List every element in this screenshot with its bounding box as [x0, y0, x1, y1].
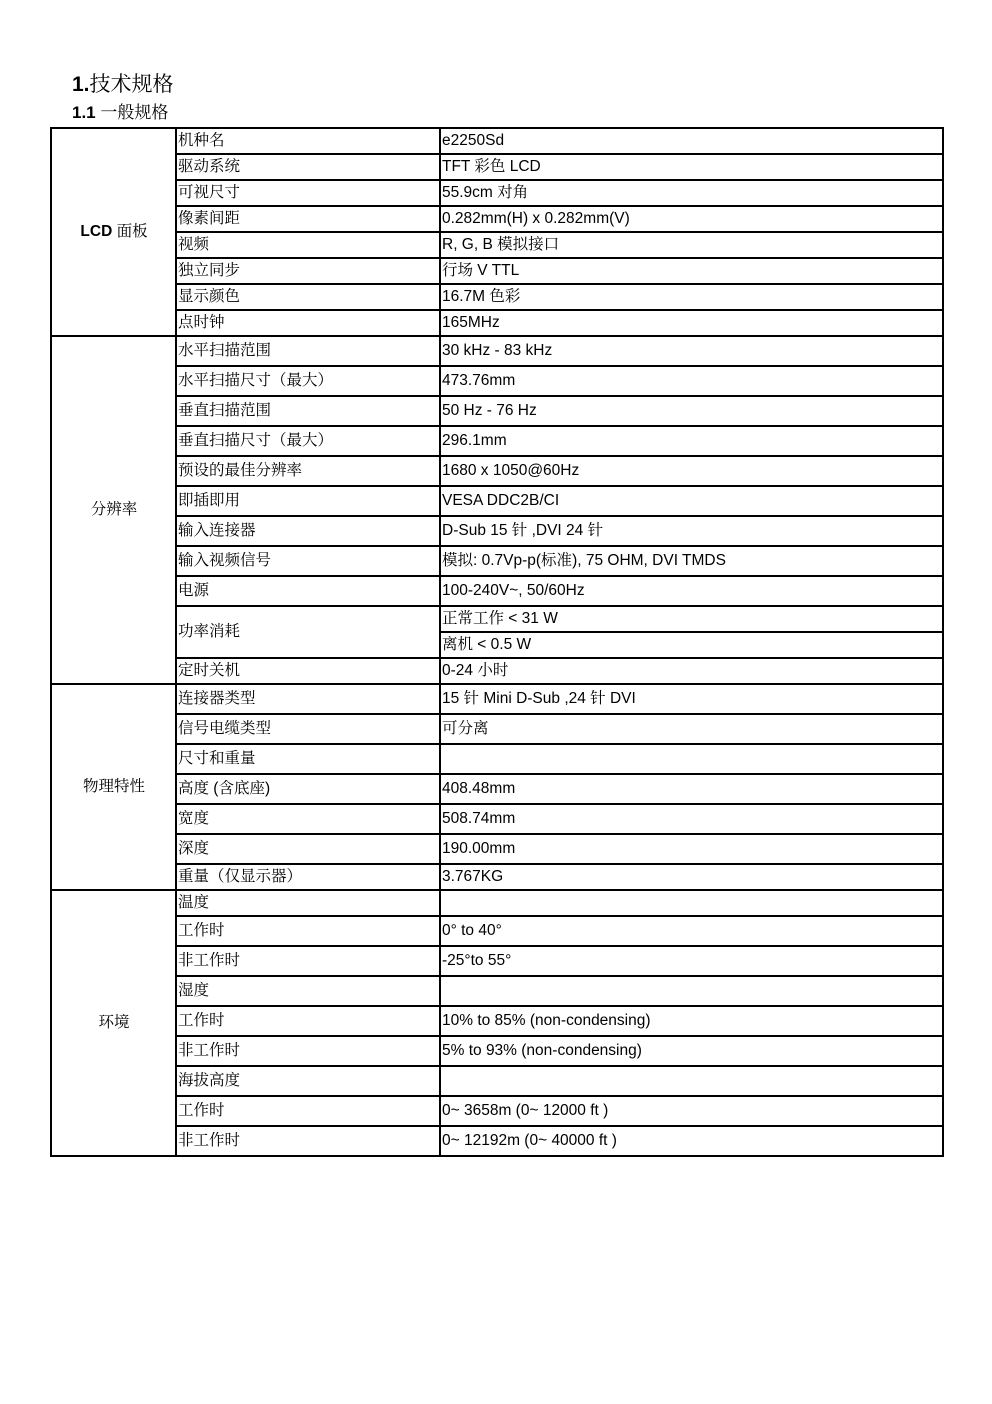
table-row [51, 916, 943, 946]
table-row [51, 486, 943, 516]
spec-label: 海拔高度 [176, 1066, 440, 1096]
spec-value: 30 kHz - 83 kHz [440, 336, 943, 366]
spec-label: 连接器类型 [176, 684, 440, 714]
spec-label: 独立同步 [176, 258, 440, 284]
spec-value: 1680 x 1050@60Hz [440, 456, 943, 486]
table-row [51, 1066, 943, 1096]
table-row [51, 834, 943, 864]
spec-label: 高度 (含底座) [176, 774, 440, 804]
spec-label: 工作时 [176, 916, 440, 946]
section-title: 技术规格 [89, 73, 174, 96]
spec-value: -25°to 55° [440, 946, 943, 976]
spec-value: R, G, B 模拟接口 [440, 232, 943, 258]
spec-value: 3.767KG [440, 864, 943, 890]
table-row [51, 606, 943, 632]
table-row [51, 284, 943, 310]
category-environment: 环境 [51, 890, 176, 1156]
spec-label: 宽度 [176, 804, 440, 834]
spec-value: 可分离 [440, 714, 943, 744]
spec-value: 10% to 85% (non-condensing) [440, 1006, 943, 1036]
spec-value: 0.282mm(H) x 0.282mm(V) [440, 206, 943, 232]
spec-value: 508.74mm [440, 804, 943, 834]
table-row [51, 310, 943, 336]
table-row [51, 426, 943, 456]
table-row [51, 946, 943, 976]
table-row [51, 890, 943, 916]
spec-label: 非工作时 [176, 1126, 440, 1156]
spec-value: 15 针 Mini D-Sub ,24 针 DVI [440, 684, 943, 714]
spec-value: 296.1mm [440, 426, 943, 456]
spec-value: 0-24 小时 [440, 658, 943, 684]
spec-label: 重量（仅显示器） [176, 864, 440, 890]
spec-value [440, 744, 943, 774]
table-row [51, 976, 943, 1006]
table-row [51, 154, 943, 180]
spec-value: 16.7M 色彩 [440, 284, 943, 310]
category-resolution: 分辨率 [51, 336, 176, 684]
spec-label: 非工作时 [176, 1036, 440, 1066]
table-row [51, 1126, 943, 1156]
spec-label: 驱动系统 [176, 154, 440, 180]
table-row [51, 128, 943, 154]
spec-label: 垂直扫描范围 [176, 396, 440, 426]
table-row [51, 180, 943, 206]
table-row [51, 232, 943, 258]
table-row [51, 774, 943, 804]
spec-value: 0° to 40° [440, 916, 943, 946]
spec-label: 深度 [176, 834, 440, 864]
spec-value: 0~ 3658m (0~ 12000 ft ) [440, 1096, 943, 1126]
spec-value: 100-240V~, 50/60Hz [440, 576, 943, 606]
spec-table [50, 127, 944, 1157]
spec-value: 50 Hz - 76 Hz [440, 396, 943, 426]
spec-value: D-Sub 15 针 ,DVI 24 针 [440, 516, 943, 546]
section-number: 1. [72, 73, 90, 96]
table-row [51, 684, 943, 714]
spec-value: 165MHz [440, 310, 943, 336]
spec-value: 0~ 12192m (0~ 40000 ft ) [440, 1126, 943, 1156]
table-row [51, 546, 943, 576]
spec-label: 输入视频信号 [176, 546, 440, 576]
spec-label: 电源 [176, 576, 440, 606]
subsection-title: 一般规格 [95, 103, 169, 122]
category-lcd-panel: LCD 面板 [51, 128, 176, 336]
spec-label: 视频 [176, 232, 440, 258]
spec-label: 即插即用 [176, 486, 440, 516]
spec-value [440, 890, 943, 916]
spec-value: 5% to 93% (non-condensing) [440, 1036, 943, 1066]
spec-label: 输入连接器 [176, 516, 440, 546]
table-row [51, 744, 943, 774]
spec-label: 水平扫描范围 [176, 336, 440, 366]
table-row [51, 336, 943, 366]
spec-label: 尺寸和重量 [176, 744, 440, 774]
spec-label: 信号电缆类型 [176, 714, 440, 744]
table-row [51, 1006, 943, 1036]
spec-label: 点时钟 [176, 310, 440, 336]
spec-value: 离机 < 0.5 W [440, 632, 943, 658]
spec-label: 非工作时 [176, 946, 440, 976]
table-row [51, 714, 943, 744]
table-row [51, 864, 943, 890]
section-heading [72, 72, 174, 98]
spec-label: 可视尺寸 [176, 180, 440, 206]
spec-label: 温度 [176, 890, 440, 916]
spec-label: 像素间距 [176, 206, 440, 232]
table-row [51, 366, 943, 396]
spec-label: 湿度 [176, 976, 440, 1006]
spec-value: 行场 V TTL [440, 258, 943, 284]
table-row [51, 206, 943, 232]
spec-value: 190.00mm [440, 834, 943, 864]
spec-label: 工作时 [176, 1006, 440, 1036]
spec-value [440, 976, 943, 1006]
table-row [51, 804, 943, 834]
table-row [51, 1036, 943, 1066]
spec-value: 473.76mm [440, 366, 943, 396]
subsection-number: 1.1 [72, 103, 96, 122]
table-row [51, 576, 943, 606]
spec-value: VESA DDC2B/CI [440, 486, 943, 516]
spec-label: 机种名 [176, 128, 440, 154]
spec-value: 55.9cm 对角 [440, 180, 943, 206]
table-row [51, 516, 943, 546]
category-physical: 物理特性 [51, 684, 176, 890]
spec-label: 工作时 [176, 1096, 440, 1126]
spec-value: 408.48mm [440, 774, 943, 804]
spec-label: 显示颜色 [176, 284, 440, 310]
table-row [51, 456, 943, 486]
spec-value: e2250Sd [440, 128, 943, 154]
spec-value: 模拟: 0.7Vp-p(标准), 75 OHM, DVI TMDS [440, 546, 943, 576]
spec-label: 定时关机 [176, 658, 440, 684]
spec-label: 水平扫描尺寸（最大） [176, 366, 440, 396]
table-row [51, 658, 943, 684]
table-row [51, 396, 943, 426]
spec-value: TFT 彩色 LCD [440, 154, 943, 180]
spec-label: 功率消耗 [176, 606, 440, 658]
spec-value [440, 1066, 943, 1096]
spec-value: 正常工作 < 31 W [440, 606, 943, 632]
spec-label: 预设的最佳分辨率 [176, 456, 440, 486]
spec-label: 垂直扫描尺寸（最大） [176, 426, 440, 456]
table-row [51, 258, 943, 284]
table-row [51, 1096, 943, 1126]
subsection-heading [72, 102, 168, 124]
